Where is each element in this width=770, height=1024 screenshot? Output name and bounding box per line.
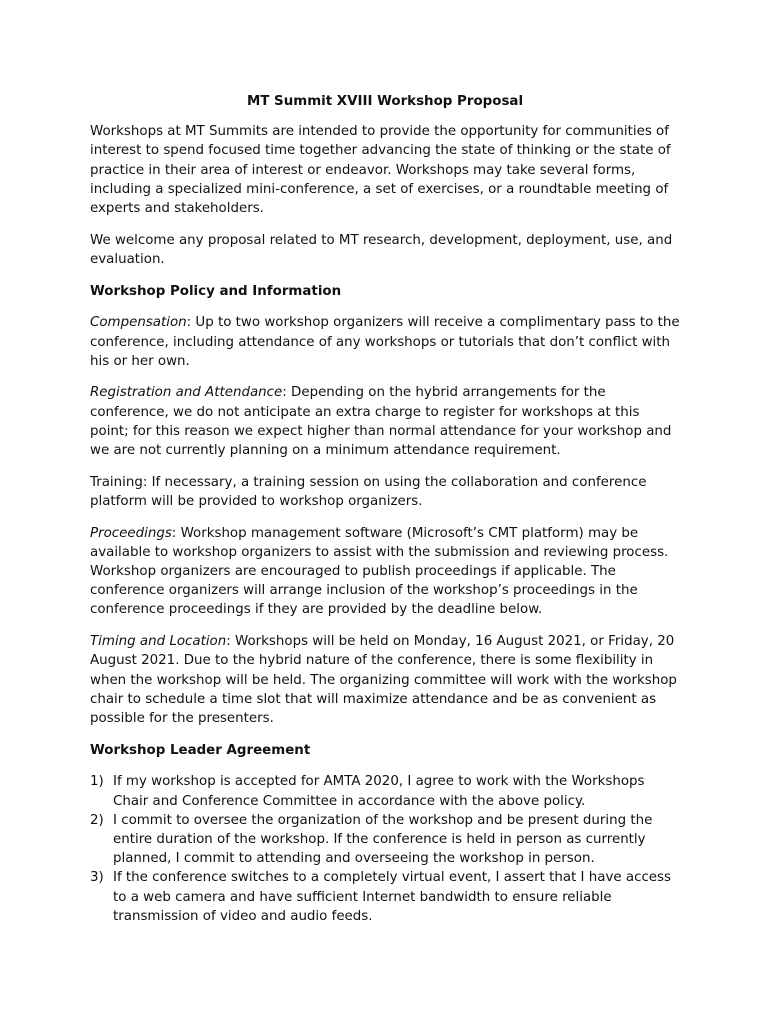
list-item — [90, 772, 680, 810]
policy-timing — [90, 632, 680, 728]
policy-text: : Depending on the hybrid arrangements for the conference, we do not anticipate an extra charge to register for workshops at this point; for this reason we expect higher than normal attendance for your workshop and we are not currently planning on a minimum attendance requirement. — [90, 385, 672, 459]
policy-label: Compensation — [90, 315, 187, 331]
policy-label: Registration and Attendance — [90, 385, 283, 401]
document-page — [90, 92, 680, 926]
list-item-text: If the conference switches to a completely virtual event, I assert that I have access to a web camera and have sufficient Internet bandwidth to ensure reliable transmission of video and audio feeds. — [113, 870, 671, 924]
policy-text: : Up to two workshop organizers will receive a complimentary pass to the conference, including attendance of any workshops or tutorials that don’t conflict with his or her own. — [90, 315, 680, 369]
list-item-number: 1) — [90, 774, 104, 790]
intro-paragraph: We welcome any proposal related to MT research, development, deployment, use, and evaluation. — [90, 232, 673, 267]
list-item — [90, 868, 680, 926]
list-item — [90, 811, 680, 869]
agreement-list — [90, 772, 680, 926]
policy-text: : Workshop management software (Microsoft’s CMT platform) may be available to workshop organizers to assist with the submission and reviewing process. Workshop organizers are encouraged to publish proceedings if applicable. The conference organizers will arrange inclusion of the workshop’s proceedings in the conference proceedings if they are provided by the deadline below. — [90, 525, 669, 618]
document-title: MT Summit XVIII Workshop Proposal — [246, 94, 524, 109]
policy-training — [90, 473, 680, 511]
policy-heading: Workshop Policy and Information — [90, 283, 342, 299]
list-item-number: 2) — [90, 812, 104, 828]
policy-label: Timing and Location — [90, 634, 227, 650]
list-item-text: If my workshop is accepted for AMTA 2020, I agree to work with the Workshops Chair and Conference Committee in accordance with the above policy. — [113, 774, 645, 809]
policy-proceedings — [90, 524, 680, 620]
list-item-text: I commit to oversee the organization of the workshop and be present during the entire duration of the workshop. If the conference is held in person as currently planned, I commit to attending and overseeing the workshop in person. — [113, 812, 653, 867]
intro-paragraph: Workshops at MT Summits are intended to provide the opportunity for communities of interest to spend focused time together advancing the state of thinking or the state of practice in their area of interest or endeavor. Workshops may take several forms, including a specialized mini-conference, a set of exercises, or a roundtable meeting of experts and stakeholders. — [90, 124, 671, 217]
policy-compensation — [90, 313, 680, 371]
policy-label: Proceedings — [90, 525, 172, 541]
policy-registration — [90, 383, 680, 460]
policy-text: : Workshops will be held on Monday, 16 August 2021, or Friday, 20 August 2021. Due to the hybrid nature of the conference, there is some flexibility in when the workshop will be held. The organizing committee will work with the workshop chair to schedule a time slot that will maximize attendance and be as convenient as possible for the presenters. — [90, 634, 677, 726]
list-item-number: 3) — [90, 870, 104, 886]
agreement-heading: Workshop Leader Agreement — [90, 742, 311, 758]
policy-text: Training: If necessary, a training session on using the collaboration and conference platform will be provided to workshop organizers. — [90, 474, 647, 509]
